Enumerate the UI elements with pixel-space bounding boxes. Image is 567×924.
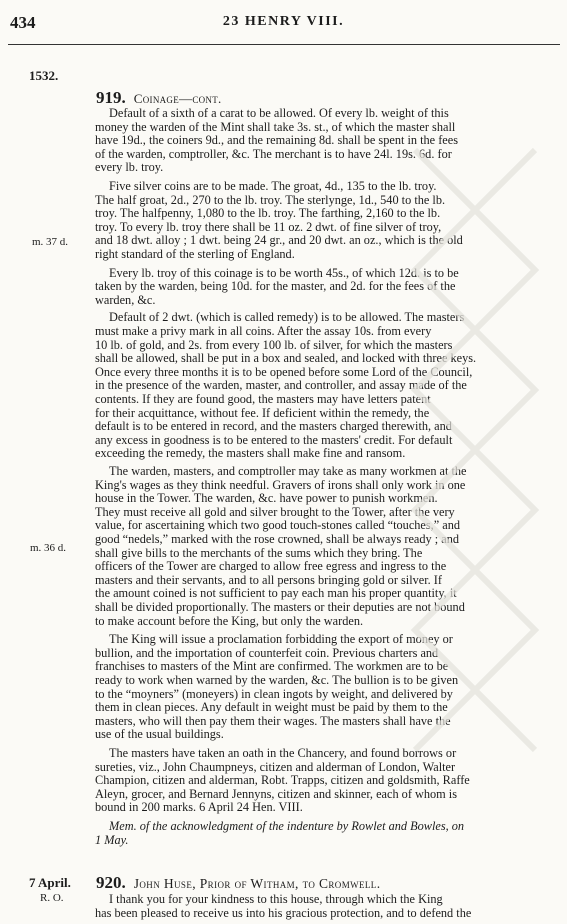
- entry-919-line-47: sureties, viz., John Chaumpneys, citizen and alderman of London, Walter: [95, 759, 456, 774]
- margin-note-m36d: m. 36 d.: [30, 542, 67, 554]
- entry-919-line-19: Once every three months it is to be opened before some Lord of the Council,: [95, 364, 473, 379]
- entry-919-line-44: masters, who will then pay them their wages. The masters shall have the: [95, 713, 451, 728]
- entry-919-line-31: good “nedels,” marked with the rose crowned, shall be always ready ; and: [95, 532, 460, 546]
- entry-919-line-45: use of the usual buildings.: [95, 727, 224, 742]
- entry-919-line-34: masters and their servants, and to all persons bringing gold or silver. If: [95, 572, 442, 587]
- entry-919-line-33: officers of the Tower are charged to allow free egress and ingress to the: [95, 559, 447, 574]
- header-rule: [8, 44, 560, 45]
- entry-919-line-11: right standard of the sterling of England.: [95, 247, 295, 261]
- entry-919-line-4: of the warden, comptroller, &c. The merchant is to have 24l. 19s. 6d. for: [95, 146, 452, 161]
- entry-919-line-13: taken by the warden, being 10d. for the master, and 2d. for the fees of the: [95, 279, 456, 294]
- entry-919-line-40: franchises to masters of the Mint are confirmed. The workmen are to be: [95, 659, 449, 674]
- entry-919-line-30: value, for ascertaining which two good touch-stones called “touches,” and: [95, 518, 461, 533]
- entry-919-line-25: exceeding the remedy, the masters shall make fine and ransom.: [95, 446, 406, 461]
- entry-920-date: 7 April.: [29, 875, 71, 890]
- year-margin: 1532.: [29, 68, 59, 83]
- entry-919-line-7: The half groat, 2d., 270 to the lb. troy. The sterlynge, 1d., 540 to the lb.: [95, 192, 446, 207]
- entry-919-line-21: contents. If they are found good, the masters may have letters patent: [95, 392, 431, 406]
- entry-920-title: John Huse, Prior of Witham, to Cromwell.: [133, 876, 381, 891]
- entry-919-line-2: money the warden of the Mint shall take 3s. st., of which the master shall: [95, 119, 456, 134]
- entry-919-line-49: Aleyn, grocer, and Bernard Jennyns, citizen and skinner, each of whom is: [95, 786, 458, 801]
- entry-919-line-6: Five silver coins are to be made. The groat, 4d., 135 to the lb. troy.: [109, 179, 437, 193]
- entry-919-line-9: troy. To every lb. troy there shall be 11 oz. 2 dwt. of fine silver of troy,: [95, 219, 442, 234]
- entry-919-line-43: them in clean pieces. Any default in weight must be paid by them to the: [95, 700, 448, 715]
- entry-919-line-28: house in the Tower. The warden, &c. have power to punish workmen.: [95, 491, 438, 506]
- entry-919-line-50: bound in 200 marks. 6 April 24 Hen. VIII.: [95, 800, 303, 815]
- entry-919-line-18: shall be allowed, shall be put in a box and sealed, and locked with three keys.: [95, 351, 477, 366]
- entry-919-line-20: in the presence of the warden, master, and controller, and assay made of the: [95, 378, 467, 393]
- entry-919-line-51: Mem. of the acknowledgment of the indenture by Rowlet and Bowles, on: [109, 819, 465, 833]
- entry-919-line-42: to the “moyners” (moneyers) in clean ingots by weight, and delivered by: [95, 686, 453, 701]
- entry-919-line-24: any excess in goodness is to be entered to the masters' credit. For default: [95, 432, 453, 447]
- entry-919-line-27: King's wages as they think needful. Gravers of irons shall only work in one: [95, 477, 466, 492]
- entry-919-heading: [96, 88, 222, 108]
- running-head: 23 HENRY VIII.: [222, 14, 345, 29]
- entry-919-line-35: the amount coined is not sufficient to pay each man his proper quantity, it: [95, 586, 457, 601]
- margin-note-m37d: m. 37 d.: [32, 236, 69, 248]
- entry-919-line-1: Default of a sixth of a carat to be allowed. Of every lb. weight of this: [109, 106, 449, 120]
- entry-919-line-32: shall give bills to the merchants of the sums which they bring. The: [95, 545, 423, 560]
- page-number: 434: [10, 13, 36, 32]
- entry-920-line-1: I thank you for your kindness to this house, through which the King: [109, 892, 443, 906]
- entry-919-line-3: have 19d., the coiners 9d., and the remaining 8d. shall be spent in the fees: [95, 133, 458, 148]
- entry-919-line-14: warden, &c.: [95, 292, 156, 307]
- entry-919-title: Coinage—cont.: [133, 91, 222, 106]
- entry-920-heading: [96, 873, 380, 893]
- entry-919-line-22: for their acquittance, without fee. If deficient within the remedy, the: [95, 405, 430, 420]
- entry-920-source: R. O.: [40, 892, 64, 904]
- entry-919-line-38: The King will issue a proclamation forbidding the export of money or: [109, 632, 453, 647]
- entry-919-line-8: troy. The halfpenny, 1,080 to the lb. troy. The farthing, 2,160 to the lb.: [95, 206, 441, 221]
- entry-919-line-46: The masters have taken an oath in the Chancery, and found borrows or: [109, 746, 457, 760]
- entry-919-line-52: 1 May.: [95, 832, 129, 847]
- entry-919-line-29: They must receive all gold and silver brought to the Tower, after the very: [95, 504, 455, 519]
- entry-919-line-12: Every lb. troy of this coinage is to be worth 45s., of which 12d. is to be: [109, 265, 459, 280]
- entry-919-line-37: to make account before the King, but only the warden.: [95, 613, 364, 628]
- entry-919-line-39: bullion, and the importation of counterfeit coin. Previous charters and: [95, 645, 439, 660]
- entry-919-line-26: The warden, masters, and comptroller may take as many workmen at the: [109, 464, 467, 478]
- entry-919-line-5: every lb. troy.: [95, 160, 164, 175]
- entry-919-line-48: Champion, citizen and alderman, Robt. Trapps, citizen and goldsmith, Raffe: [95, 773, 470, 788]
- entry-920-line-2: has been pleased to receive us into his gracious protection, and to defend the: [95, 906, 472, 920]
- entry-920-number: 920.: [96, 873, 126, 892]
- entry-919-line-16: must make a privy mark in all coins. After the assay 10s. from every: [95, 324, 432, 338]
- entry-919-line-17: 10 lb. of gold, and 2s. from every 100 lb. of silver, for which the masters: [95, 337, 453, 352]
- entry-919-line-23: default is to be entered in record, and the masters charged therewith, and: [95, 419, 452, 434]
- entry-919-line-10: and 18 dwt. alloy ; 1 dwt. being 24 gr., and 20 dwt. an oz., which is the old: [95, 233, 463, 248]
- entry-919-line-41: ready to work when warned by the warden, &c. The bullion is to be given: [95, 673, 459, 687]
- entry-919-line-15: Default of 2 dwt. (which is called remedy) is to be allowed. The masters: [109, 310, 465, 325]
- entry-919-line-36: shall be divided proportionally. The masters or their deputies are not bound: [95, 600, 465, 614]
- entry-919-number: 919.: [96, 88, 126, 107]
